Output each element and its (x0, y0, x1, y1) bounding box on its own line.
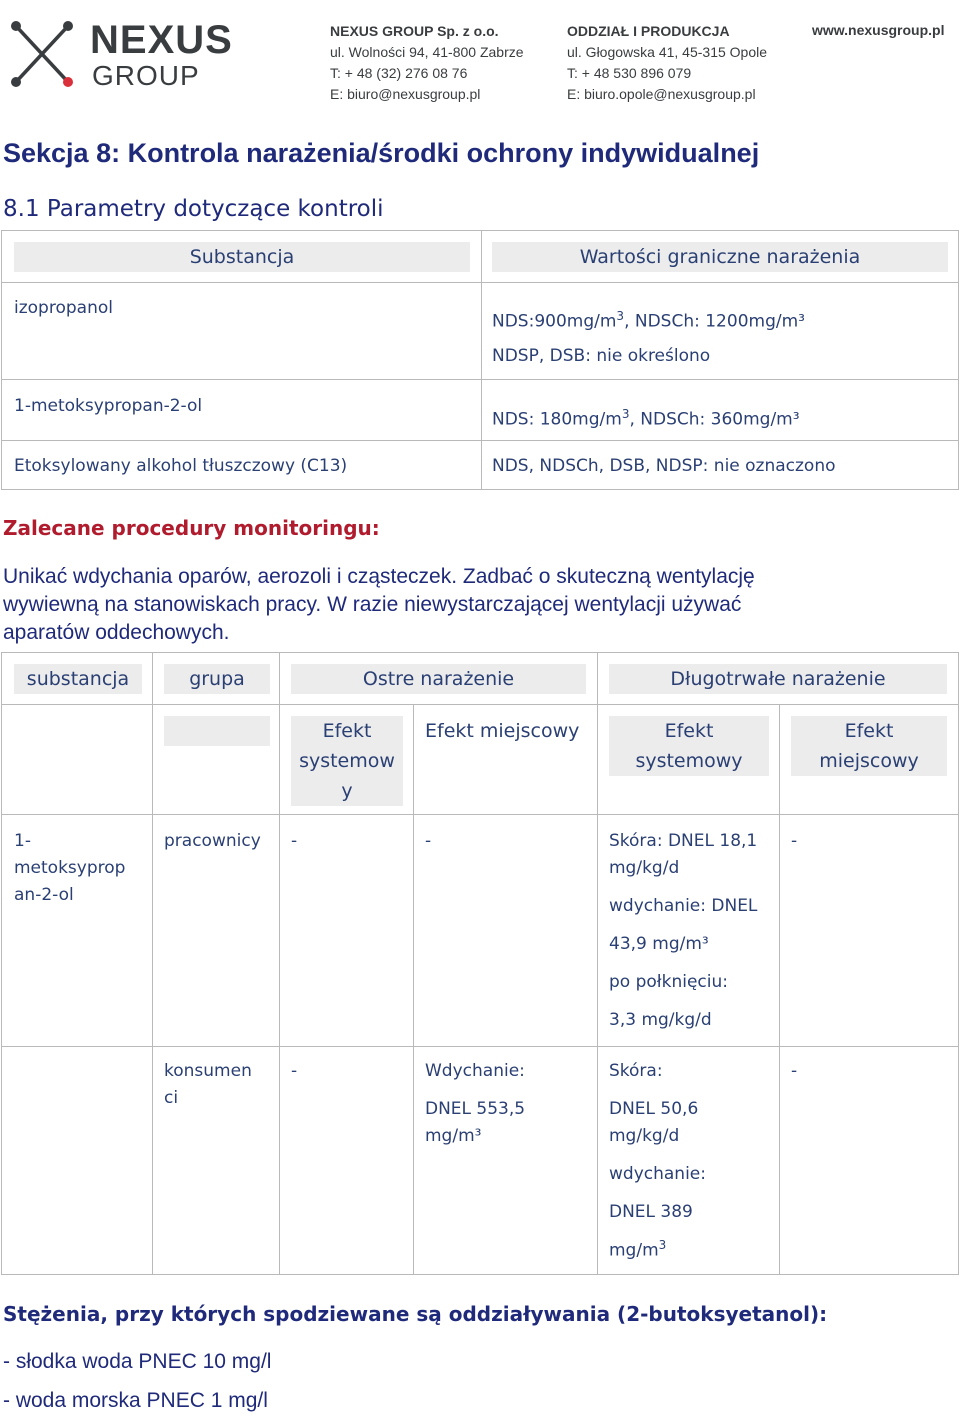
monitoring-text: Unikać wdychania oparów, aerozoli i cząsteczek. Zadbać o skuteczną wentylację wywiewną na stanowiskach pracy. W razie niewystarczającej wentylacji używać aparatów oddechowych. (3, 565, 755, 644)
consumers-chronic-local: - (791, 1061, 798, 1081)
workers-acute-systemic: - (291, 831, 298, 851)
workers-acute-local: - (425, 831, 432, 851)
header-grupa: grupa (164, 664, 270, 694)
concentration-item-2: - woda morska PNEC 1 mg/l (3, 1389, 268, 1412)
consumers-acute-systemic: - (291, 1061, 298, 1081)
substance-metoksypropanol: 1-metoksypropan-2-ol (14, 396, 203, 416)
consumers-acute-local: Wdychanie: DNEL 553,5 mg/m³ (425, 1061, 526, 1146)
consumers-group: konsumen ci (164, 1061, 252, 1108)
branch-email[interactable]: E: biuro.opole@nexusgroup.pl (567, 86, 756, 102)
section-title: Sekcja 8: Kontrola narażenia/środki ochrony indywidualnej (3, 138, 760, 168)
header-acute: Ostre narażenie (291, 664, 586, 694)
subheader-acute-local: Efekt miejscowy (425, 720, 580, 742)
subheader-empty (164, 716, 270, 746)
dnel-table (1, 652, 959, 1275)
limits-table (1, 230, 959, 490)
section-subtitle: 8.1 Parametry dotyczące kontroli (3, 196, 384, 222)
limits-izopropanol-2: NDSP, DSB: nie określono (492, 346, 711, 366)
dnel-substance: 1- metoksyprop an-2-ol (14, 831, 126, 905)
hq-email[interactable]: E: biuro@nexusgroup.pl (330, 86, 481, 102)
branch-contact (567, 20, 767, 105)
substance-izopropanol: izopropanol (14, 298, 113, 318)
branch-address: ul. Głogowska 41, 45-315 Opole (567, 44, 768, 60)
hq-contact (330, 20, 524, 105)
branch-name: ODDZIAŁ I PRODUKCJA (567, 23, 730, 39)
hq-name: NEXUS GROUP Sp. z o.o. (330, 23, 499, 39)
consumers-chronic-systemic: Skóra: DNEL 50,6 mg/kg/d wdychanie: DNEL 389 $mg/m^3$ (609, 1061, 706, 1261)
subheader-acute-systemic: Efekt systemow y (291, 716, 403, 806)
limits-metoksypropanol: NDS: $180mg/m^3$, NDSCh: 360mg/m³ (492, 407, 800, 430)
company-logo (10, 18, 240, 98)
hq-phone: T: + 48 (32) 276 08 76 (330, 65, 468, 81)
workers-chronic-local: - (791, 831, 798, 851)
limits-etoksylowany: NDS, NDSCh, DSB, NDSP: nie oznaczono (492, 456, 836, 476)
concentration-item-1: - słodka woda PNEC 10 mg/l (3, 1350, 272, 1373)
logo-word: NEXUS (90, 18, 233, 62)
workers-group: pracownicy (164, 831, 261, 851)
substance-etoksylowany: Etoksylowany alkohol tłuszczowy (C13) (14, 456, 348, 476)
subheader-chronic-systemic: Efekt systemowy (609, 716, 769, 776)
subheader-chronic-local: Efekt miejscowy (791, 716, 947, 776)
logo-sub: GROUP (92, 60, 200, 91)
header-chronic: Długotrwałe narażenie (609, 664, 947, 694)
monitoring-heading: Zalecane procedury monitoringu: (3, 516, 380, 540)
header-substancja: substancja (14, 664, 142, 694)
header-substance: Substancja (14, 242, 470, 272)
website-link[interactable]: www.nexusgroup.pl (812, 22, 945, 38)
header-limits: Wartości graniczne narażenia (492, 242, 948, 272)
concentrations-heading: Stężenia, przy których spodziewane są oddziaływania (2-butoksyetanol): (3, 1302, 828, 1326)
branch-phone: T: + 48 530 896 079 (567, 65, 692, 81)
workers-chronic-systemic: Skóra: DNEL 18,1 mg/kg/d wdychanie: DNEL 43,9 mg/m³ po połknięciu: 3,3 mg/kg/d (609, 831, 758, 1030)
hq-address: ul. Wolności 94, 41-800 Zabrze (330, 44, 524, 60)
limits-izopropanol: $NDS:900mg/m^3$, NDSCh: 1200mg/m³ (492, 309, 805, 332)
